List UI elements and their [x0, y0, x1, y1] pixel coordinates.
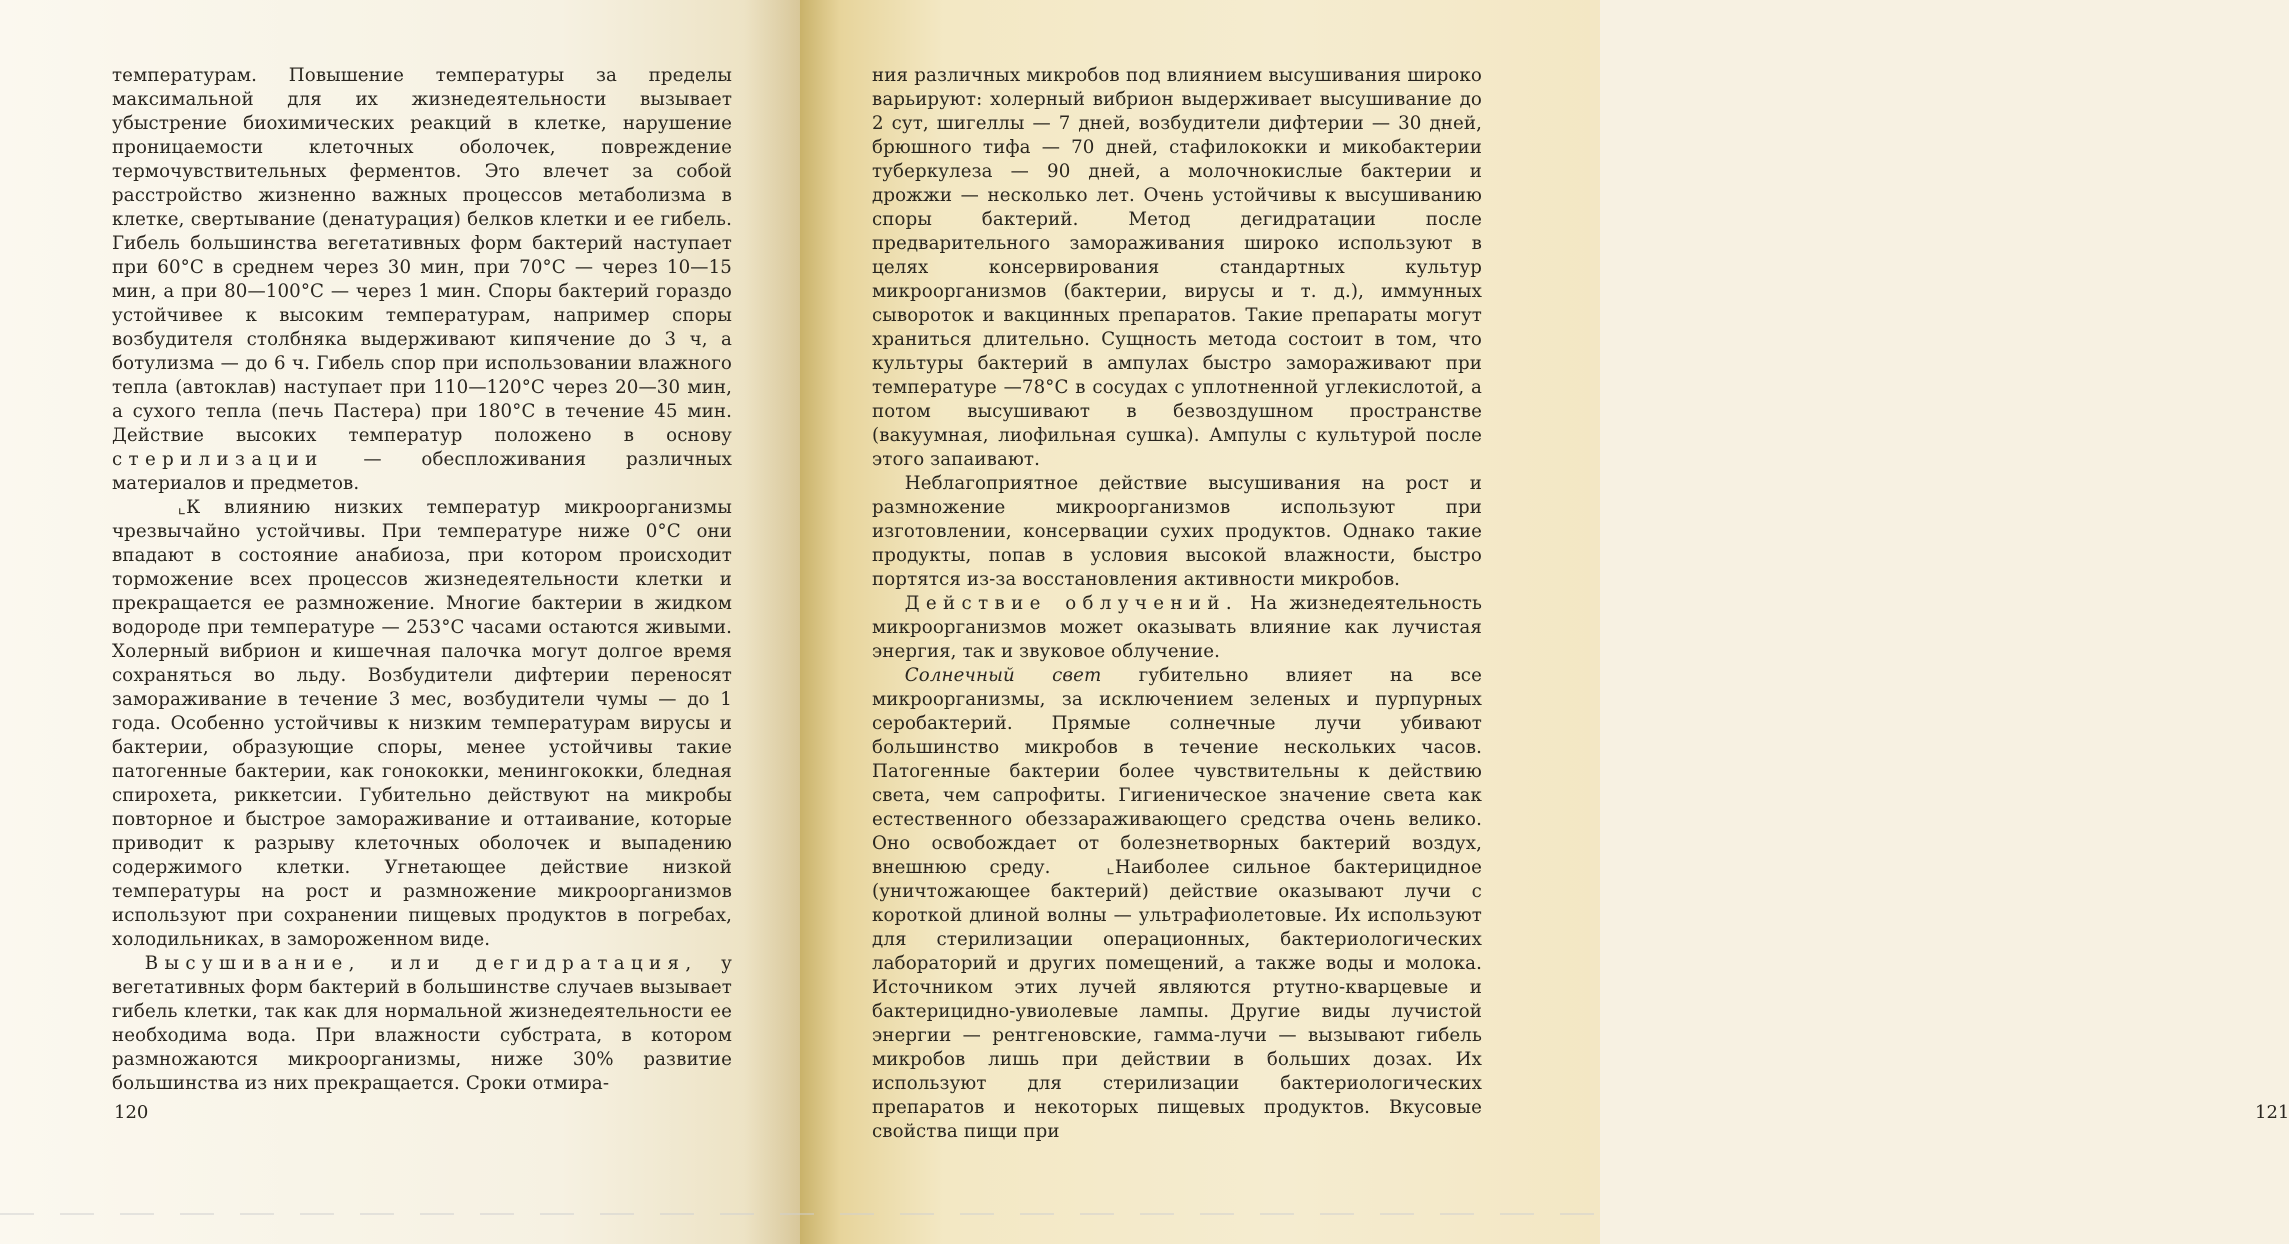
paragraph: Солнечный свет губительно влияет на все микроорганизмы, за исключением зеленых и пурпурных серобактерий. Прямые солнечные лучи убивают большинство микробов в течение нескольких часов. Патогенные бактерии более чувствительны к действию света, чем сапрофиты. Гигиеническое значение света как естественного обеззараживающего средства очень велико. Оно освобождает от болезнетворных бактерий воздух, внешнюю среду. ⌞Наиболее сильное бактерицидное (уничтожающее бактерий) действие оказывают лучи с короткой длиной волны — ультрафиолетовые. Их используют для стерилизации операционных, бактериологических лабораторий и других помещений, а также воды и молока. Источником этих лучей являются ртутно-кварцевые и бактерицидно-увиолевые лампы. Другие виды лучистой энергии — рентгеновские, гамма-лучи — вызывают гибель микробов лишь при действии в больших дозах. Их используют для стерилизации бактериологических препаратов и некоторых пищевых продуктов. Вкусовые свойства пищи при	[872, 665, 1482, 1142]
right-page-text	[872, 64, 1482, 1144]
paragraph: температурам. Повышение температуры за пределы максимальной для их жизнедеятельности вызывает убыстрение биохимических реакций в клетке, нарушение проницаемости клеточных оболочек, повреждение термочувствительных ферментов. Это влечет за собой расстройство жизненно важных процессов метаболизма в клетке, свертывание (денатурация) белков клетки и ее гибель. Гибель большинства вегетативных форм бактерий наступает при 60°С в среднем через 30 мин, при 70°С — через 10—15 мин, а при 80—100°С — через 1 мин. Споры бактерий гораздо устойчивее к высоким температурам, например споры возбудителя столбняка выдерживают кипячение до 3 ч, а ботулизма — до 6 ч. Гибель спор при использовании влажного тепла (автоклав) наступает при 110—120°С через 20—30 мин, а сухого тепла (печь Пастера) при 180°С в течение 45 мин. Действие высоких температур положено в основу стерилизации — обеспложивания различных материалов и предметов.	[112, 65, 732, 494]
paragraph: ния различных микробов под влиянием высушивания широко варьируют: холерный вибрион выдерживает высушивание до 2 сут, шигеллы — 7 дней, возбудители дифтерии — 30 дней, брюшного тифа — 70 дней, стафилококки и микобактерии туберкулеза — 90 дней, а молочнокислые бактерии и дрожжи — несколько лет. Очень устойчивы к высушиванию споры бактерий. Метод дегидратации после предварительного замораживания широко используют в целях консервирования стандартных культур микроорганизмов (бактерии, вирусы и т. д.), иммунных сывороток и вакцинных препаратов. Такие препараты могут храниться длительно. Сущность метода состоит в том, что культуры бактерий в ампулах быстро замораживают при температуре —78°С в сосудах с уплотненной углекислотой, а потом высушивают в безвоздушном пространстве (вакуумная, лиофильная сушка). Ампулы с культурой после этого запаивают.	[872, 65, 1482, 470]
page-number: 120	[114, 1102, 149, 1123]
margin-mark: ⌞	[177, 497, 187, 518]
spaced-term: Высушивание, или дегидратация,	[144, 953, 698, 974]
paragraph: Высушивание, или дегидратация, у вегетативных форм бактерий в большинстве случаев вызывает гибель клетки, так как для нормальной жизнедеятельности ее необходима вода. При влажности субстрата, в котором размножаются микроорганизмы, ниже 30% развитие большинства из них прекращается. Сроки отмира-	[112, 953, 732, 1094]
spaced-term: Действие облучений.	[904, 593, 1238, 614]
spaced-term: стерилизации	[112, 449, 324, 470]
page-number: 121	[2255, 1102, 2289, 1123]
margin-mark: ⌞	[1106, 857, 1115, 878]
paragraph: ⌞К влиянию низких температур микроорганизмы чрезвычайно устойчивы. При температуре ниже 0°С они впадают в состояние анабиоза, при котором происходит торможение всех процессов жизнедеятельности клетки и прекращается ее размножение. Многие бактерии в жидком водороде при температуре — 253°С часами остаются живыми. Холерный вибрион и кишечная палочка могут долгое время сохраняться во льду. Возбудители дифтерии переносят замораживание в течение 3 мес, возбудители чумы — до 1 года. Особенно устойчивы к низким температурам вирусы и бактерии, образующие споры, менее устойчивы такие патогенные бактерии, как гонококки, менингококки, бледная спирохета, риккетсии. Губительно действуют на микробы повторное и быстрое замораживание и оттаивание, которые приводит к разрыву клеточных оболочек и выпадению содержимого клетки. Угнетающее действие низкой температуры на рост и размножение микроорганизмов используют при сохранении пищевых продуктов в погребах, холодильниках, в замороженном виде.	[112, 497, 732, 950]
right-page	[800, 0, 2289, 1244]
bottom-edge-marks	[0, 1212, 1600, 1216]
paragraph: Действие облучений. На жизнедеятельность микроорганизмов может оказывать влияние как лучистая энергия, так и звуковое облучение.	[872, 593, 1483, 662]
left-page	[0, 0, 800, 1244]
left-page-text	[112, 64, 732, 1096]
italic-term: Солнечный свет	[904, 665, 1102, 686]
paragraph: Неблагоприятное действие высушивания на рост и размножение микроорганизмов используют при изготовлении, консервации сухих продуктов. Однако такие продукты, попав в условия высокой влажности, быстро портятся из-за восстановления активности микробов.	[872, 473, 1482, 590]
